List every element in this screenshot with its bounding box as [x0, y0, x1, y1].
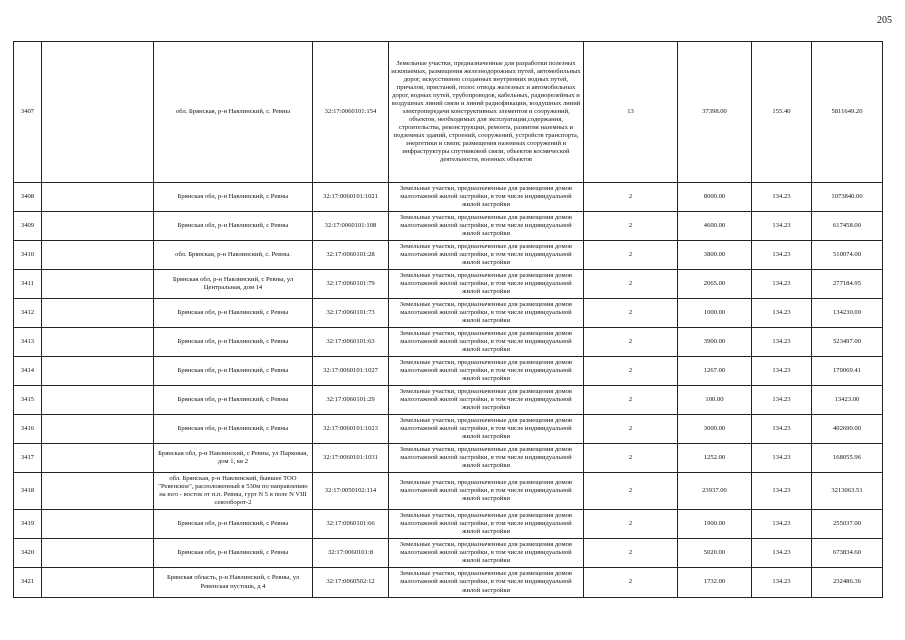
group-code-cell: 2 [584, 473, 678, 510]
empty-cell [42, 444, 154, 473]
address-cell: Брянская обл, р-н Навлинский, с Ревны, ул Парковая, дом 1, кв 2 [154, 444, 313, 473]
area-cell: 3000.00 [678, 415, 752, 444]
row-number: 3415 [14, 386, 42, 415]
group-code-cell: 2 [584, 212, 678, 241]
row-number: 3410 [14, 241, 42, 270]
area-cell: 1000.00 [678, 299, 752, 328]
cadastral-value-cell: 255037.00 [812, 510, 883, 539]
table-row [14, 42, 883, 183]
address-cell: обл. Брянская, р-н Навлинский, с. Ревны [154, 42, 313, 183]
group-code-cell: 2 [584, 568, 678, 598]
cadastral-number-cell: 32:17:0060101:1021 [313, 183, 389, 212]
land-purpose-cell: Земельные участки, предназначенные для размещения домов малоэтажной жилой застройки, в том числе индивидуальной жилой застройки [389, 328, 584, 357]
address-cell: Брянская обл, р-н Навлинский, с Ревны [154, 510, 313, 539]
land-purpose-cell: Земельные участки, предназначенные для размещения домов малоэтажной жилой застройки, в том числе индивидуальной жилой застройки [389, 212, 584, 241]
cadastral-number-cell: 32:17:0060502:12 [313, 568, 389, 598]
land-purpose-cell: Земельные участки, предназначенные для размещения домов малоэтажной жилой застройки, в том числе индивидуальной жилой застройки [389, 415, 584, 444]
address-cell: Брянская обл, р-н Навлинский, с Ревны [154, 183, 313, 212]
group-code-cell: 2 [584, 299, 678, 328]
row-number: 3421 [14, 568, 42, 598]
specific-value-cell: 155.40 [752, 42, 812, 183]
group-code-cell: 2 [584, 328, 678, 357]
group-code-cell: 2 [584, 386, 678, 415]
land-purpose-cell: Земельные участки, предназначенные для разработки полезных ископаемых, размещения железнодорожных путей, автомобильных дорог, искусственно созданных внутренних водных путей, причалов, пристаней, полос отвода железных и автомобильных дорог, водных путей, трубопроводов, кабельных, радиорелейных и воздушных линий связи и линий радиофикации, воздушных линий электропередачи конструктивных элементов и сооружений, объектов, необходимых для эксплуатации,содержания, строительства, реконструкции, ремонта, развития наземных и подземных зданий, строений, сооружений, устройств транспорта, энергетики и связи; размещения наземных сооружений и инфраструктуры спутниковой связи, объектов космической деятельности, военных объектов [389, 42, 584, 183]
land-purpose-cell: Земельные участки, предназначенные для размещения домов малоэтажной жилой застройки, в том числе индивидуальной жилой застройки [389, 473, 584, 510]
row-number: 3414 [14, 357, 42, 386]
empty-cell [42, 183, 154, 212]
specific-value-cell: 134.23 [752, 270, 812, 299]
empty-cell [42, 510, 154, 539]
cadastral-number-cell: 32:17:0060101:63 [313, 328, 389, 357]
area-cell: 23937.00 [678, 473, 752, 510]
empty-cell [42, 42, 154, 183]
table-row [14, 510, 883, 539]
land-purpose-cell: Земельные участки, предназначенные для размещения домов малоэтажной жилой застройки, в том числе индивидуальной жилой застройки [389, 568, 584, 598]
address-cell: Брянская обл, р-н Навлинский, с Ревны [154, 299, 313, 328]
cadastral-number-cell: 32:17:0060101:1031 [313, 444, 389, 473]
cadastral-number-cell: 32:17:0060101:1027 [313, 357, 389, 386]
area-cell: 5020.00 [678, 539, 752, 568]
cadastral-value-cell: 3213063.51 [812, 473, 883, 510]
cadastral-value-cell: 5811649.20 [812, 42, 883, 183]
area-cell: 1900.00 [678, 510, 752, 539]
table-row [14, 270, 883, 299]
area-cell: 2065.00 [678, 270, 752, 299]
area-cell: 3900.00 [678, 328, 752, 357]
table-row [14, 568, 883, 598]
cadastral-number-cell: 32:17:0060101:1023 [313, 415, 389, 444]
specific-value-cell: 134.23 [752, 415, 812, 444]
group-code-cell: 2 [584, 357, 678, 386]
row-number: 3407 [14, 42, 42, 183]
specific-value-cell: 134.23 [752, 183, 812, 212]
specific-value-cell: 134.23 [752, 444, 812, 473]
empty-cell [42, 539, 154, 568]
specific-value-cell: 134.23 [752, 328, 812, 357]
cadastral-value-cell: 13423.00 [812, 386, 883, 415]
group-code-cell: 13 [584, 42, 678, 183]
cadastral-value-cell: 510074.00 [812, 241, 883, 270]
cadastral-number-cell: 32:17:0060101:28 [313, 241, 389, 270]
address-cell: Брянская обл, р-н Навлинский, с Ревны [154, 386, 313, 415]
specific-value-cell: 134.23 [752, 510, 812, 539]
table-row [14, 539, 883, 568]
cadastral-value-cell: 170069.41 [812, 357, 883, 386]
cadastral-value-cell: 232486.36 [812, 568, 883, 598]
area-cell: 1732.00 [678, 568, 752, 598]
cadastral-number-cell: 32:17:0060101:108 [313, 212, 389, 241]
table-row [14, 386, 883, 415]
address-cell: Брянская обл, р-н Навлинский, с Ревны [154, 539, 313, 568]
group-code-cell: 2 [584, 510, 678, 539]
cadastral-value-cell: 1073840.00 [812, 183, 883, 212]
row-number: 3409 [14, 212, 42, 241]
group-code-cell: 2 [584, 241, 678, 270]
specific-value-cell: 134.23 [752, 386, 812, 415]
land-purpose-cell: Земельные участки, предназначенные для размещения домов малоэтажной жилой застройки, в том числе индивидуальной жилой застройки [389, 510, 584, 539]
table-row [14, 328, 883, 357]
row-number: 3419 [14, 510, 42, 539]
cadastral-number-cell: 32:17:0060101:8 [313, 539, 389, 568]
area-cell: 1252.00 [678, 444, 752, 473]
area-cell: 4600.00 [678, 212, 752, 241]
area-cell: 100.00 [678, 386, 752, 415]
empty-cell [42, 357, 154, 386]
group-code-cell: 2 [584, 183, 678, 212]
row-number: 3413 [14, 328, 42, 357]
specific-value-cell: 134.23 [752, 568, 812, 598]
specific-value-cell: 134.23 [752, 539, 812, 568]
area-cell: 8000.00 [678, 183, 752, 212]
address-cell: Брянская обл, р-н Навлинский, с Ревны [154, 328, 313, 357]
table-row [14, 212, 883, 241]
land-purpose-cell: Земельные участки, предназначенные для размещения домов малоэтажной жилой застройки, в том числе индивидуальной жилой застройки [389, 444, 584, 473]
table-row [14, 299, 883, 328]
row-number: 3418 [14, 473, 42, 510]
cadastral-number-cell: 32:17:0050102:114 [313, 473, 389, 510]
address-cell: Брянская обл, р-н Навлинский, с Ревны [154, 212, 313, 241]
empty-cell [42, 212, 154, 241]
table-row [14, 241, 883, 270]
empty-cell [42, 568, 154, 598]
land-purpose-cell: Земельные участки, предназначенные для размещения домов малоэтажной жилой застройки, в том числе индивидуальной жилой застройки [389, 357, 584, 386]
land-registry-table [13, 41, 883, 598]
group-code-cell: 2 [584, 444, 678, 473]
cadastral-value-cell: 617458.00 [812, 212, 883, 241]
area-cell: 3800.00 [678, 241, 752, 270]
cadastral-value-cell: 523497.00 [812, 328, 883, 357]
empty-cell [42, 473, 154, 510]
cadastral-value-cell: 402690.00 [812, 415, 883, 444]
area-cell: 37398.00 [678, 42, 752, 183]
cadastral-number-cell: 32:17:0060101:29 [313, 386, 389, 415]
cadastral-value-cell: 277184.95 [812, 270, 883, 299]
cadastral-value-cell: 168055.96 [812, 444, 883, 473]
empty-cell [42, 415, 154, 444]
specific-value-cell: 134.23 [752, 357, 812, 386]
specific-value-cell: 134.23 [752, 241, 812, 270]
cadastral-number-cell: 32:17:0060101:79 [313, 270, 389, 299]
table-row [14, 415, 883, 444]
empty-cell [42, 241, 154, 270]
row-number: 3411 [14, 270, 42, 299]
empty-cell [42, 270, 154, 299]
row-number: 3416 [14, 415, 42, 444]
specific-value-cell: 134.23 [752, 212, 812, 241]
empty-cell [42, 386, 154, 415]
row-number: 3412 [14, 299, 42, 328]
row-number: 3408 [14, 183, 42, 212]
land-purpose-cell: Земельные участки, предназначенные для размещения домов малоэтажной жилой застройки, в том числе индивидуальной жилой застройки [389, 386, 584, 415]
group-code-cell: 2 [584, 415, 678, 444]
table-row [14, 473, 883, 510]
page-number: 205 [877, 15, 892, 26]
cadastral-number-cell: 32:17:0060101:73 [313, 299, 389, 328]
row-number: 3420 [14, 539, 42, 568]
address-cell: Брянская обл, р-н Навлинский, с Ревны, ул Центральная, дом 14 [154, 270, 313, 299]
cadastral-number-cell: 32:17:0060101:154 [313, 42, 389, 183]
group-code-cell: 2 [584, 270, 678, 299]
specific-value-cell: 134.23 [752, 299, 812, 328]
land-purpose-cell: Земельные участки, предназначенные для размещения домов малоэтажной жилой застройки, в том числе индивидуальной жилой застройки [389, 270, 584, 299]
land-purpose-cell: Земельные участки, предназначенные для размещения домов малоэтажной жилой застройки, в том числе индивидуальной жилой застройки [389, 241, 584, 270]
address-cell: обл. Брянская, р-н Навлинский, с. Ревны. [154, 241, 313, 270]
table-row [14, 444, 883, 473]
land-purpose-cell: Земельные участки, предназначенные для размещения домов малоэтажной жилой застройки, в том числе индивидуальной жилой застройки [389, 183, 584, 212]
land-purpose-cell: Земельные участки, предназначенные для размещения домов малоэтажной жилой застройки, в том числе индивидуальной жилой застройки [389, 299, 584, 328]
land-purpose-cell: Земельные участки, предназначенные для размещения домов малоэтажной жилой застройки, в том числе индивидуальной жилой застройки [389, 539, 584, 568]
empty-cell [42, 299, 154, 328]
address-cell: Брянская обл, р-н Навлинский, с Ревны [154, 415, 313, 444]
table-row [14, 357, 883, 386]
group-code-cell: 2 [584, 539, 678, 568]
address-cell: Брянская область, р-н Навлинский, с Ревны, ул Ревенская пустошь, д 4 [154, 568, 313, 598]
address-cell: Брянская обл, р-н Навлинский, с Ревны [154, 357, 313, 386]
table-row [14, 183, 883, 212]
specific-value-cell: 134.23 [752, 473, 812, 510]
area-cell: 1267.00 [678, 357, 752, 386]
cadastral-number-cell: 32:17:0060101:66 [313, 510, 389, 539]
cadastral-value-cell: 134230.00 [812, 299, 883, 328]
empty-cell [42, 328, 154, 357]
row-number: 3417 [14, 444, 42, 473]
address-cell: обл. Брянская, р-н Навлинский, бывшее ТОО "Ревенское", расположенный в 530м по направлению на юго - восток от н.п. Ревны, гурт N 5 в поле N VIII севооборот-2 [154, 473, 313, 510]
cadastral-value-cell: 673834.60 [812, 539, 883, 568]
